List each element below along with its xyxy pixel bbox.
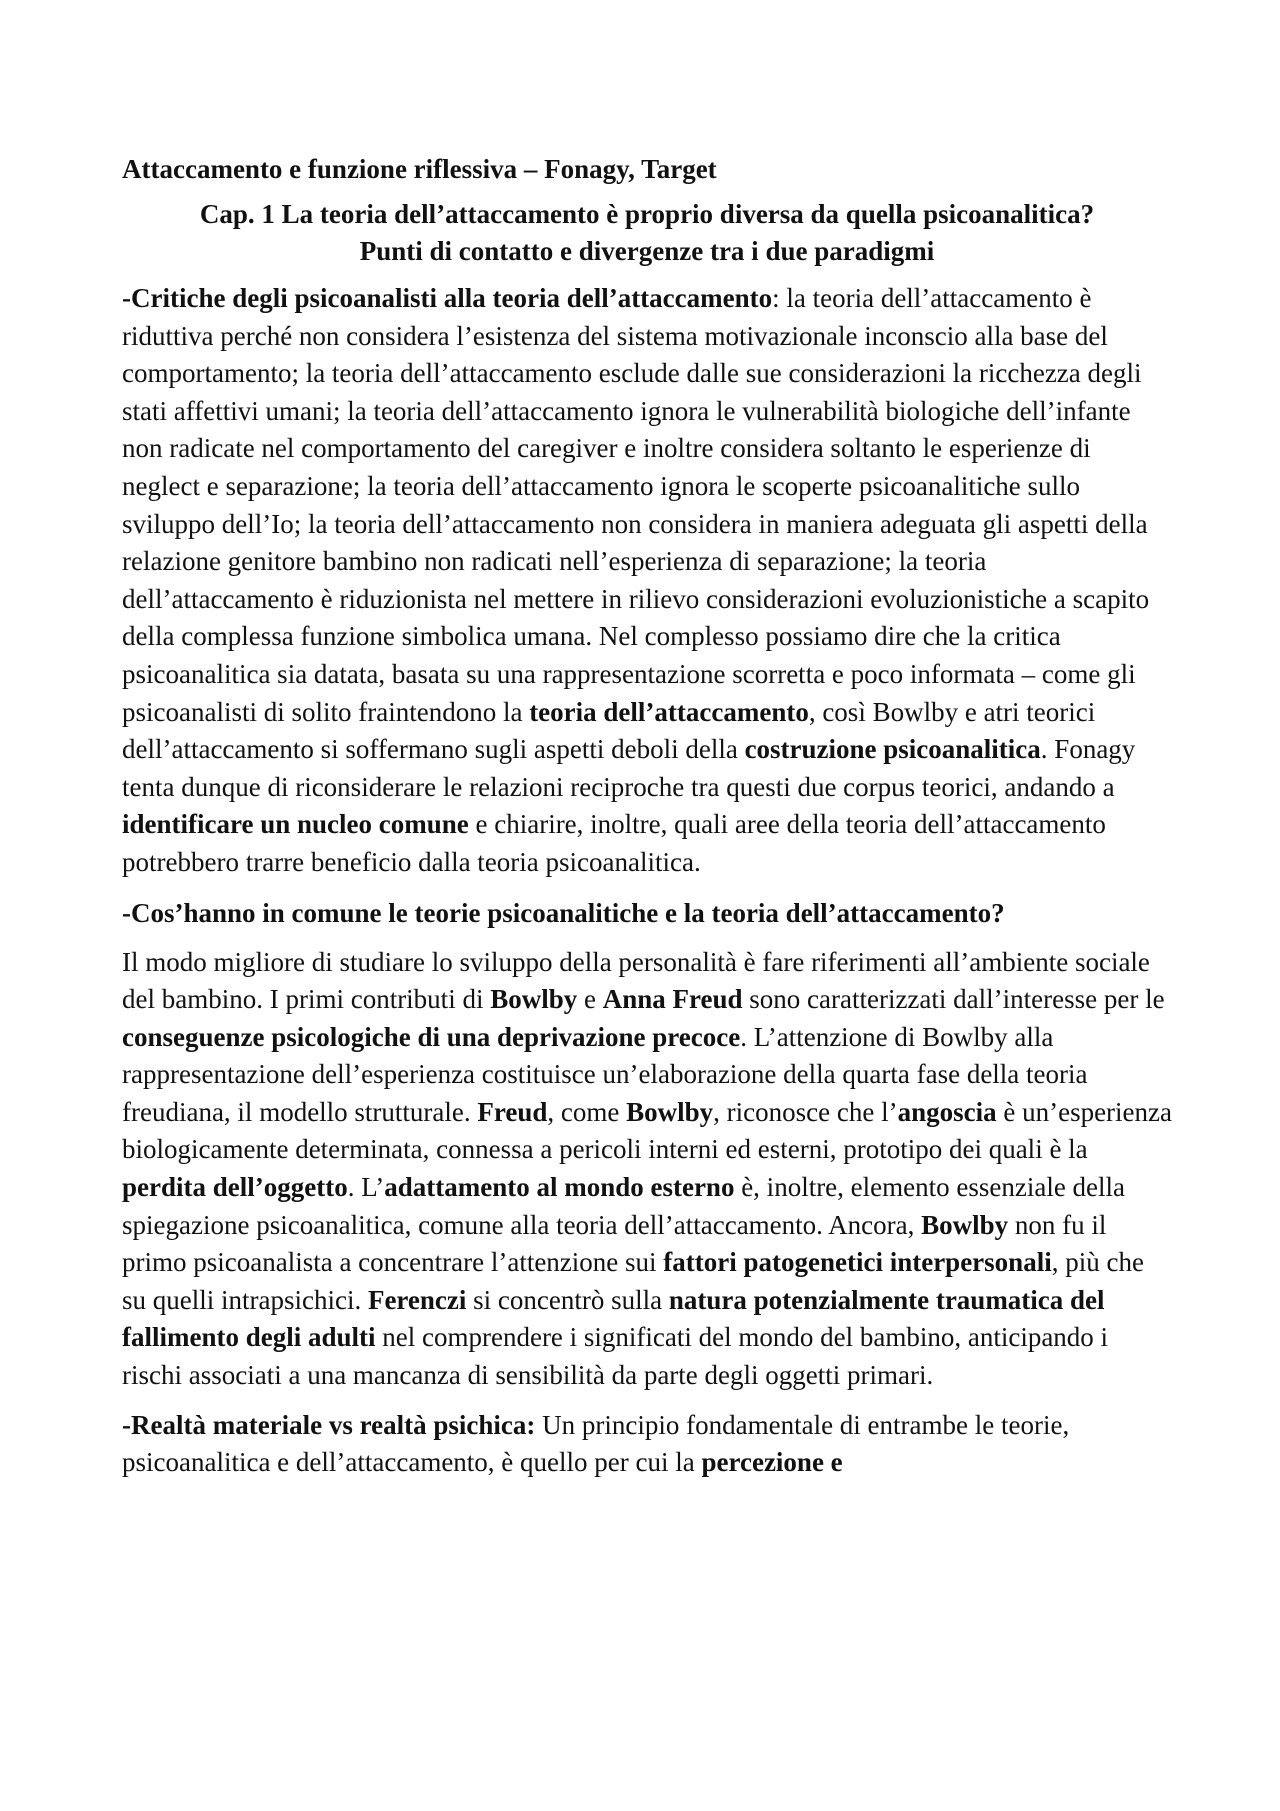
bold-term: angoscia <box>897 1096 997 1127</box>
chapter-title-line2: Punti di contatto e divergenze tra i due paradigmi <box>359 236 935 266</box>
bold-term: fattori patogenetici interpersonali <box>663 1247 1052 1278</box>
bold-term: identificare un nucleo comune <box>122 809 469 840</box>
paragraph-realta: -Realtà materiale vs realtà psichica: Un principio fondamentale di entrambe le teorie, psicoanalitica e dell’attaccamento, è quello per cui la percezione e <box>122 1409 1070 1478</box>
bold-term: Bowlby <box>490 984 578 1015</box>
section-heading-realta: -Realtà materiale vs realtà psichica: <box>122 1409 536 1440</box>
bold-term: adattamento al mondo esterno <box>384 1172 735 1203</box>
bold-term: natura potenzialmente traumatica del fallimento degli adulti <box>122 1284 1105 1353</box>
paragraph-critiche: -Critiche degli psicoanalisti alla teoria dell’attaccamento: la teoria dell’attaccamento è riduttiva perché non considera l’esistenza del sistema motivazionale inconscio alla base del comportamento; la teoria dell’attaccamento esclude dalle sue considerazioni la ricchezza degli stati affettivi umani; la teoria dell’attaccamento ignora le vulnerabilità biologiche dell’infante non radicate nel comportamento del caregiver e inoltre considera soltanto le esperienze di neglect e separazione; la teoria dell’attaccamento ignora le scoperte psicoanalitiche sullo sviluppo dell’Io; la teoria dell’attaccamento non considera in maniera adeguata gli aspetti della relazione genitore bambino non radicati nell’esperienza di separazione; la teoria dell’attaccamento è riduzionista nel mettere in rilievo considerazioni evoluzionistiche a scapito della complessa funzione simbolica umana. Nel complesso possiamo dire che la critica psicoanalitica sia datata, basata su una rappresentazione scorretta e poco informata – come gli psicoanalisti di solito fraintendono la teoria dell’attaccamento, così Bowlby e atri teorici dell’attaccamento si soffermano sugli aspetti deboli della costruzione psicoanalitica. Fonagy tenta dunque di riconsiderare le relazioni reciproche tra questi due corpus teorici, andando a identificare un nucleo comune e chiarire, inoltre, quali aree della teoria dell’attaccamento potrebbero trarre beneficio dalla teoria psicoanalitica. <box>122 283 1150 877</box>
bold-term: Bowlby <box>921 1209 1009 1240</box>
chapter-title <box>122 196 1172 270</box>
paragraph-in-comune: Il modo migliore di studiare lo sviluppo della personalità è fare riferimenti all’ambiente sociale del bambino. I primi contributi di Bowlby e Anna Freud sono caratterizzati dall’interesse per le conseguenze psicologiche di una deprivazione precoce. L’attenzione di Bowlby alla rappresentazione dell’esperienza costituisce un’elaborazione della quarta fase della teoria freudiana, il modello strutturale. Freud, come Bowlby, riconosce che l’angoscia è un’esperienza biologicamente determinata, connessa a pericoli interni ed esterni, prototipo dei quali è la perdita dell’oggetto. L’adattamento al mondo esterno è, inoltre, elemento essenziale della spiegazione psicoanalitica, comune alla teoria dell’attaccamento. Ancora, Bowlby non fu il primo psicoanalista a concentrare l’attenzione sui fattori patogenetici interpersonali, più che su quelli intrapsichici. Ferenczi si concentrò sulla natura potenzialmente traumatica del fallimento degli adulti nel comprendere i significati del mondo del bambino, anticipando i rischi associati a una mancanza di sensibilità da parte degli oggetti primari. <box>122 946 1173 1391</box>
bold-term: Bowlby <box>626 1096 714 1127</box>
bold-term: teoria dell’attaccamento <box>529 696 809 727</box>
chapter-title-line1: Cap. 1 La teoria dell’attaccamento è proprio diversa da quella psicoanalitica? <box>199 199 1095 229</box>
bold-term: percezione e <box>701 1447 843 1478</box>
document-title: Attaccamento e funzione riflessiva – Fonagy, Target <box>122 154 717 184</box>
bold-term: Anna Freud <box>602 984 743 1015</box>
bold-term: Freud <box>477 1096 548 1127</box>
bold-term: perdita dell’oggetto <box>122 1172 348 1203</box>
bold-term: costruzione psicoanalitica <box>744 734 1041 765</box>
document-page <box>122 150 1172 1494</box>
section-heading-critiche: -Critiche degli psicoanalisti alla teoria dell’attaccamento <box>122 283 773 313</box>
bold-term: conseguenze psicologiche di una deprivazione precoce <box>122 1021 741 1052</box>
bold-term: Ferenczi <box>367 1284 467 1315</box>
section-heading-in-comune: -Cos’hanno in comune le teorie psicoanalitiche e la teoria dell’attaccamento? <box>122 897 1005 928</box>
